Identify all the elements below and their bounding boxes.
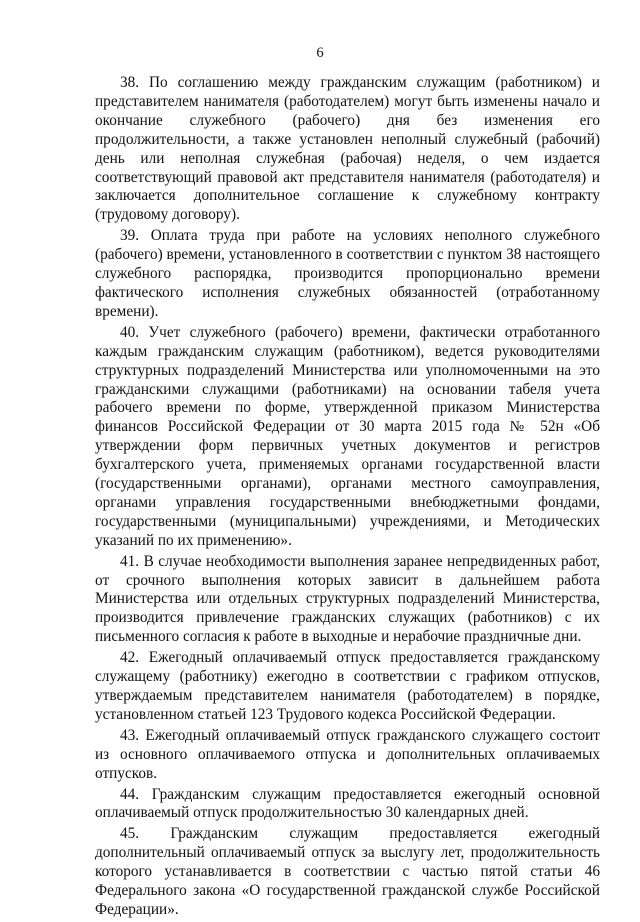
- page-number: 6: [316, 45, 324, 61]
- paragraph-45: 45. Гражданским служащим предоставляется ежегодный дополнительный оплачиваемый отпуск за выслугу лет, продолжительность которого устанавливается в соответствии с частью пятой статьи 46 Федерального закона «О государственной гражданской службе Российской Федерации».: [95, 825, 600, 918]
- document-body: [95, 74, 600, 922]
- paragraph-44: 44. Гражданским служащим предоставляется ежегодный основной оплачиваемый отпуск продолжительностью 30 календарных дней.: [95, 785, 600, 822]
- paragraph-42: 42. Ежегодный оплачиваемый отпуск предоставляется гражданскому служащему (работнику) ежегодно в соответствии с графиком отпусков, утверждаемым представителем нанимателя (работодателем) в порядке, установленном статьей 123 Трудового кодекса Российской Федерации.: [95, 649, 600, 723]
- paragraph-39: 39. Оплата труда при работе на условиях неполного служебного (рабочего) времени, установленного в соответствии с пунктом 38 настоящего служебного распорядка, производится пропорционально времени фактического исполнения служебных обязанностей (отработанному времени).: [95, 227, 600, 320]
- paragraph-41: 41. В случае необходимости выполнения заранее непредвиденных работ, от срочного выполнения которых зависит в дальнейшем работа Министерства или отдельных структурных подразделений Министерства, производится привлечение гражданских служащих (работников) с их письменного согласия к работе в выходные и нерабочие праздничные дни.: [95, 552, 600, 646]
- paragraph-38: 38. По соглашению между гражданским служащим (работником) и представителем нанимателя (работодателем) могут быть изменены начало и окончание служебного (рабочего) дня без изменения его продолжительности, а также установлен неполный служебный (рабочий) день или неполная служебная (рабочая) неделя, о чем издается соответствующий правовой акт представителя нанимателя (работодателя) и заключается дополнительное соглашение к служебному контракту (трудовому договору).: [95, 74, 600, 224]
- paragraph-43: 43. Ежегодный оплачиваемый отпуск гражданского служащего состоит из основного оплачиваемого отпуска и дополнительных оплачиваемых отпусков.: [95, 726, 600, 782]
- paragraph-40: 40. Учет служебного (рабочего) времени, фактически отработанного каждым гражданским служащим (работником), ведется руководителями структурных подразделений Министерства или уполномоченными на это гражданскими служащими (работниками) на основании табеля учета рабочего времени по форме, утвержденной приказом Министерства финансов Российской Федерации от 30 марта 2015 года № 52н «Об утверждении форм первичных учетных документов и регистров бухгалтерского учета, применяемых органами государственной власти (государственными органами), органами местного самоуправления, органами управления государственными внебюджетными фондами, государственными (муниципальными) учреждениями, и Методических указаний по их применению».: [95, 323, 600, 549]
